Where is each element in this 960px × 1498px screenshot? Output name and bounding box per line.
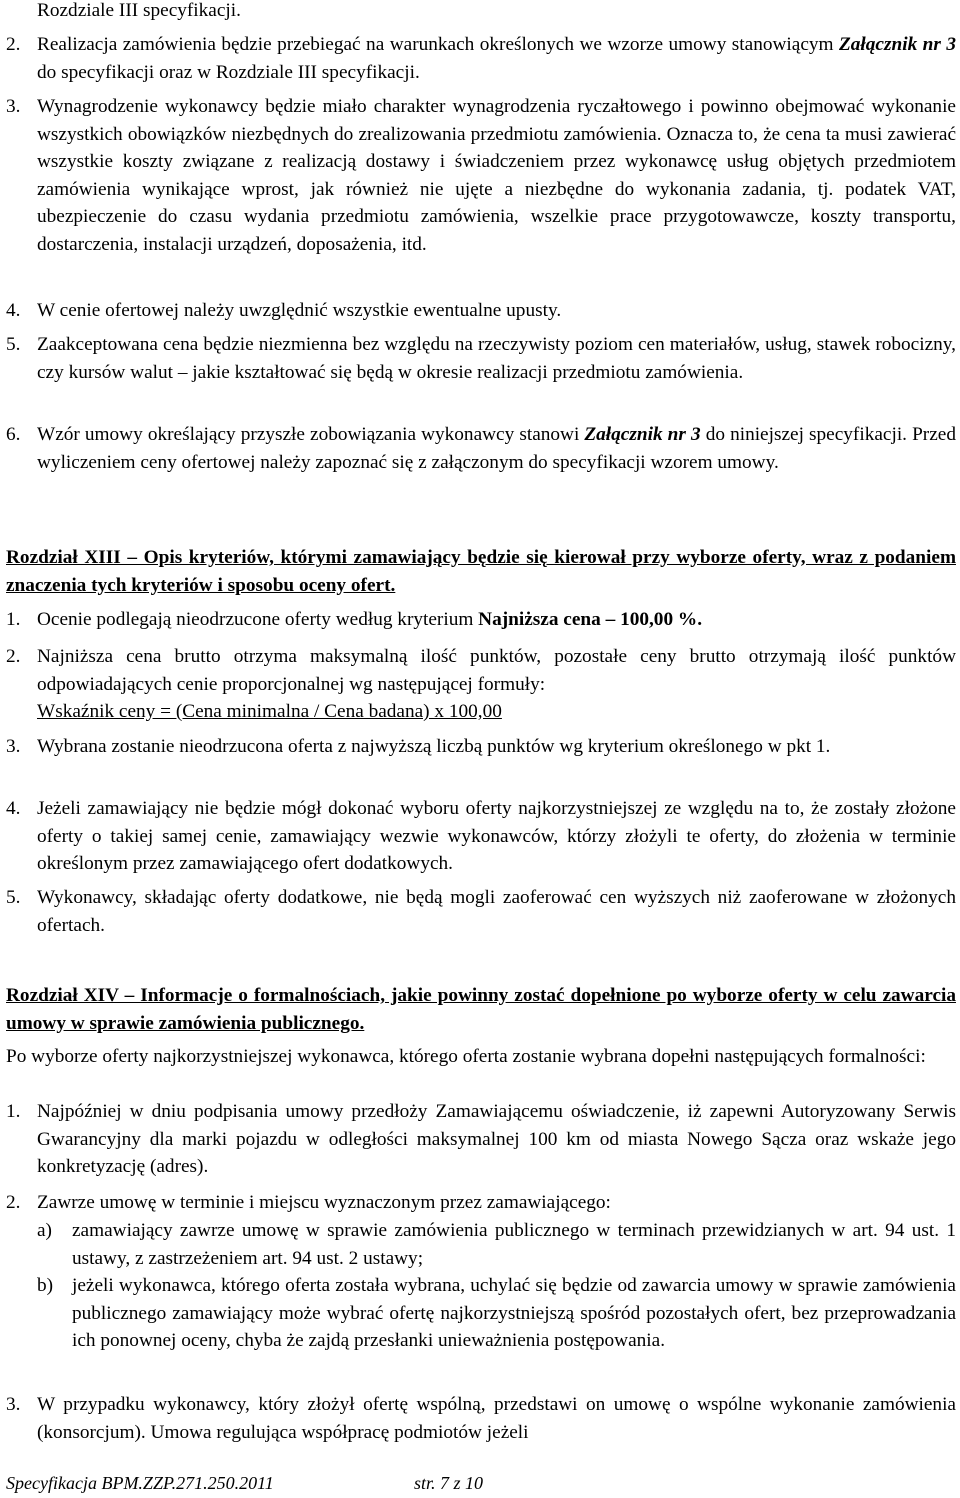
sub-list-item: b) jeżeli wykonawca, którego oferta została wybrana, uchylać się będzie od zawarcia umowy w sprawie zamówienia publicznego zamawiający może wybrać ofertę najkorzystniejszą spośród pozostałych ofert, bez przeprowadzania ich ponownej oceny, chyba że zajdą przesłanki unieważnienia postępowania.	[6, 1272, 956, 1355]
list-item: 2. Realizacja zamówienia będzie przebiegać na warunkach określonych we wzorze umowy stanowiącym Załącznik nr 3 do specyfikacji oraz w Rozdziale III specyfikacji.	[6, 31, 956, 86]
list-item: 4. W cenie ofertowej należy uwzględnić wszystkie ewentualne upusty.	[6, 297, 956, 325]
criterion-label: Najniższa cena – 100,00 %.	[478, 609, 703, 630]
item-number: 3.	[6, 1394, 21, 1415]
list-item: 2. Zawrze umowę w terminie i miejscu wyznaczonym przez zamawiającego:	[6, 1189, 956, 1217]
footer-page-number: str. 7 z 10	[414, 1473, 484, 1493]
price-formula: Wskaźnik ceny = (Cena minimalna / Cena badana) x 100,00	[37, 701, 502, 722]
item-number: 4.	[6, 300, 21, 321]
list-item: 3. Wybrana zostanie nieodrzucona oferta z najwyższą liczbą punktów wg kryterium określonego w pkt 1.	[6, 733, 956, 761]
item-letter: a)	[37, 1220, 52, 1241]
item-number: 4.	[6, 798, 21, 819]
item-number: 3.	[6, 96, 21, 117]
list-item: 6. Wzór umowy określający przyszłe zobowiązania wykonawcy stanowi Załącznik nr 3 do niniejszej specyfikacji. Przed wyliczeniem ceny ofertowej należy zapoznać się z załączonym do specyfikacji wzorem umowy.	[6, 421, 956, 476]
list-item: 1. Najpóźniej w dniu podpisania umowy przedłoży Zamawiającemu oświadczenie, iż zapewni Autoryzowany Serwis Gwarancyjny dla marki pojazdu w odległości maksymalnej 100 km od miasta Nowego Sącza oraz wskaże jego konkretyzację (adres).	[6, 1098, 956, 1181]
section-heading-xiv: Rozdział XIV – Informacje o formalnościach, jakie powinny zostać dopełnione po wyborze oferty w celu zawarcia umowy w sprawie zamówienia publicznego.	[6, 985, 956, 1034]
section-intro: Po wyborze oferty najkorzystniejszej wykonawca, którego oferta zostanie wybrana dopełni następujących formalności:	[6, 1046, 926, 1067]
item-number: 5.	[6, 334, 21, 355]
list-item: 5. Zaakceptowana cena będzie niezmienna bez względu na rzeczywisty poziom cen materiałów, usług, stawek robocizny, czy kursów walut – jakie kształtować się będą w okresie realizacji przedmiotu zamówienia.	[6, 331, 956, 386]
item-number: 2.	[6, 34, 21, 55]
section-heading-xiii: Rozdział XIII – Opis kryteriów, którymi zamawiający będzie się kierował przy wyborze oferty, wraz z podaniem znaczenia tych kryteriów i sposobu oceny ofert.	[6, 547, 956, 596]
attachment-ref: Załącznik nr 3	[584, 424, 701, 445]
item-number: 2.	[6, 646, 21, 667]
list-item: 2. Najniższa cena brutto otrzyma maksymalną ilość punktów, pozostałe ceny brutto otrzymają ilość punktów odpowiadających cenie proporcjonalnej wg następującej formuły: Wskaźnik ceny = (Cena minimalna / Cena badana) x 100,00	[6, 643, 956, 726]
item-number: 1.	[6, 609, 21, 630]
list-item: 3. Wynagrodzenie wykonawcy będzie miało charakter wynagrodzenia ryczałtowego i powinno obejmować wykonanie wszystkich obowiązków niezbędnych do zrealizowania przedmiotu zamówienia. Oznacza to, że cena ta musi zawierać wszystkie koszty związane z realizacją dostawy i świadczeniem przez wykonawcę usług objętych przedmiotem zamówienia wynikające wprost, jak również nie ujęte a niezbędne do wykonania zadania, tj. podatek VAT, ubezpieczenie do czasu wydania przedmiotu zamówienia, wszelkie prace przygotowawcze, koszty transportu, dostarczenia, instalacji urządzeń, doposażenia, itd.	[6, 93, 956, 258]
list-item: 1. Ocenie podlegają nieodrzucone oferty według kryterium Najniższa cena – 100,00 %.	[6, 606, 956, 634]
footer-document-id: Specyfikacja BPM.ZZP.271.250.2011	[6, 1473, 274, 1493]
item-number: 3.	[6, 736, 21, 757]
item-number: 6.	[6, 424, 21, 445]
list-item: 4. Jeżeli zamawiający nie będzie mógł dokonać wyboru oferty najkorzystniejszej ze względu na to, że zostały złożone oferty o takiej samej cenie, zamawiający wezwie wykonawców, którzy złożyli te oferty, do złożenia w terminie określonym przez zamawiającego ofert dodatkowych.	[6, 795, 956, 878]
sub-list-item: a) zamawiający zawrze umowę w sprawie zamówienia publicznego w terminach przewidzianych w art. 94 ust. 1 ustawy, z zastrzeżeniem art. 94 ust. 2 ustawy;	[6, 1217, 956, 1272]
list-item: 5. Wykonawcy, składając oferty dodatkowe, nie będą mogli zaoferować cen wyższych niż zaoferowane w złożonych ofertach.	[6, 884, 956, 939]
list-item: 3. W przypadku wykonawcy, który złożył ofertę wspólną, przedstawi on umowę o wspólne wykonanie zamówienia (konsorcjum). Umowa regulująca współpracę podmiotów jeżeli	[6, 1391, 956, 1446]
item-letter: b)	[37, 1275, 54, 1296]
item-number: 5.	[6, 887, 21, 908]
item-number: 2.	[6, 1192, 21, 1213]
item-number: 1.	[6, 1101, 21, 1122]
continuation-text: Rozdziale III specyfikacji.	[37, 0, 241, 21]
attachment-ref: Załącznik nr 3	[839, 34, 956, 55]
